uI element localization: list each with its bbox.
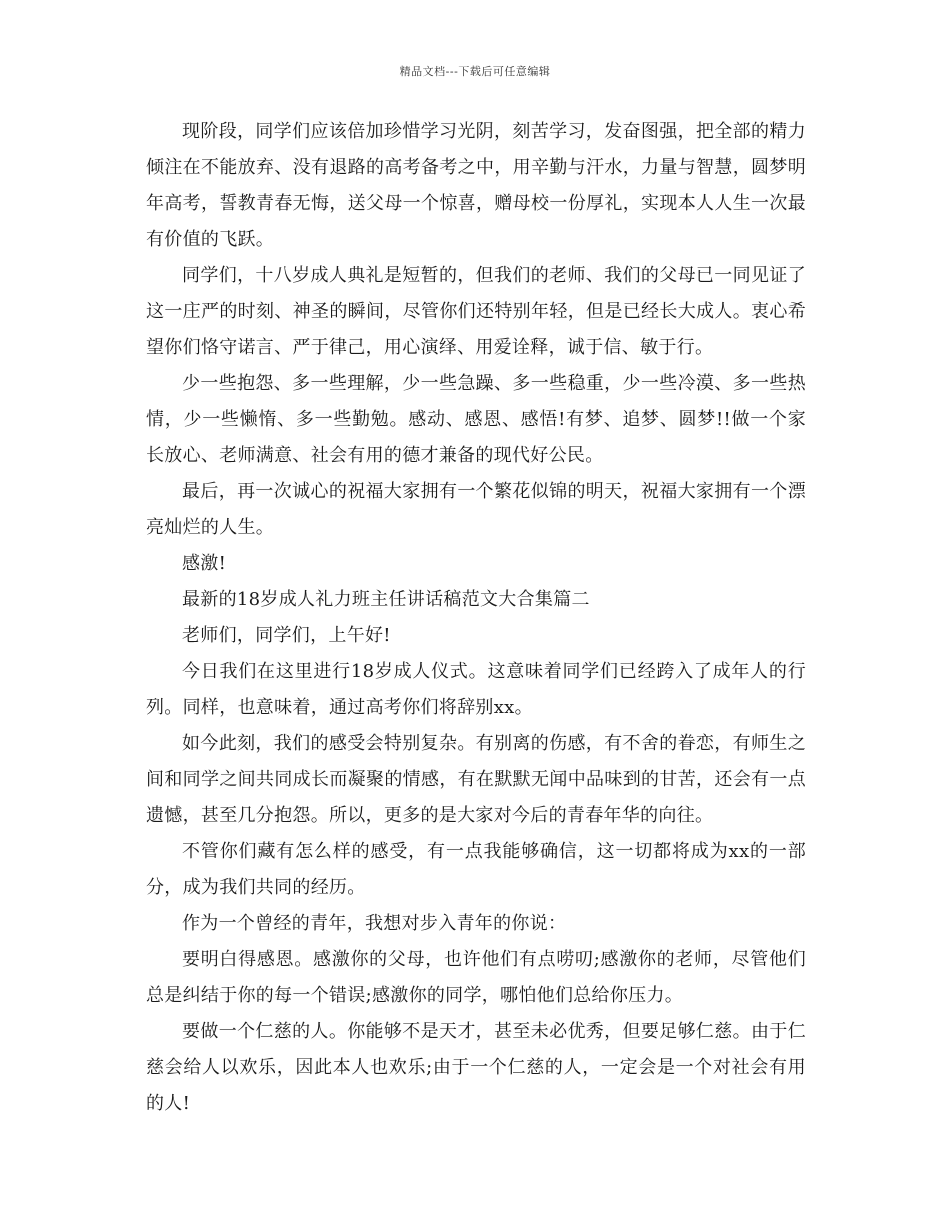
paragraph: 少一些抱怨、多一些理解，少一些急躁、多一些稳重，少一些冷漠、多一些热情，少一些懒惰、多一些勤勉。感动、感恩、感悟!有梦、追梦、圆梦!!做一个家长放心、老师满意、社会有用的德才兼备的现代好公民。 <box>146 373 806 466</box>
paragraph: 今日我们在这里进行18岁成人仪式。这意味着同学们已经跨入了成年人的行列。同样，也意味着，通过高考你们将辞别xx。 <box>146 661 806 718</box>
paragraph: 老师们，同学们，上午好! <box>182 625 391 646</box>
paragraph: 感激! <box>182 553 227 574</box>
paragraph: 现阶段，同学们应该倍加珍惜学习光阴，刻苦学习，发奋图强，把全部的精力倾注在不能放弃、没有退路的高考备考之中，用辛勤与汗水，力量与智慧，圆梦明年高考，誓教青春无悔，送父母一个惊喜，赠母校一份厚礼，实现本人人生一次最有价值的飞跃。 <box>146 121 806 250</box>
paragraph: 如今此刻，我们的感受会特别复杂。有别离的伤感，有不舍的眷恋，有师生之间和同学之间共同成长而凝聚的情感，有在默默无闻中品味到的甘苦，还会有一点遗憾，甚至几分抱怨。所以，更多的是大家对今后的青春年华的向往。 <box>146 733 806 826</box>
paragraph: 作为一个曾经的青年，我想对步入青年的你说： <box>182 913 567 934</box>
document-body <box>146 114 806 1122</box>
paragraph: 要做一个仁慈的人。你能够不是天才，甚至未必优秀，但要足够仁慈。由于仁慈会给人以欢乐，因此本人也欢乐;由于一个仁慈的人，一定会是一个对社会有用的人! <box>146 1021 806 1114</box>
paragraph: 最后，再一次诚心的祝福大家拥有一个繁花似锦的明天，祝福大家拥有一个漂亮灿烂的人生。 <box>146 481 806 538</box>
paragraph: 不管你们藏有怎么样的感受，有一点我能够确信，这一切都将成为xx的一部分，成为我们共同的经历。 <box>146 841 806 898</box>
paragraph: 同学们，十八岁成人典礼是短暂的，但我们的老师、我们的父母已一同见证了这一庄严的时刻、神圣的瞬间，尽管你们还特别年轻，但是已经长大成人。衷心希望你们恪守诺言、严于律己，用心演绎、用爱诠释，诚于信、敏于行。 <box>146 265 806 358</box>
paragraph: 要明白得感恩。感激你的父母，也许他们有点唠叨;感激你的老师，尽管他们总是纠结于你的每一个错误;感激你的同学，哪怕他们总给你压力。 <box>146 949 806 1006</box>
page-header: 精品文档---下载后可任意编辑 <box>399 65 551 78</box>
section-heading: 最新的18岁成人礼力班主任讲话稿范文大合集篇二 <box>182 589 590 610</box>
